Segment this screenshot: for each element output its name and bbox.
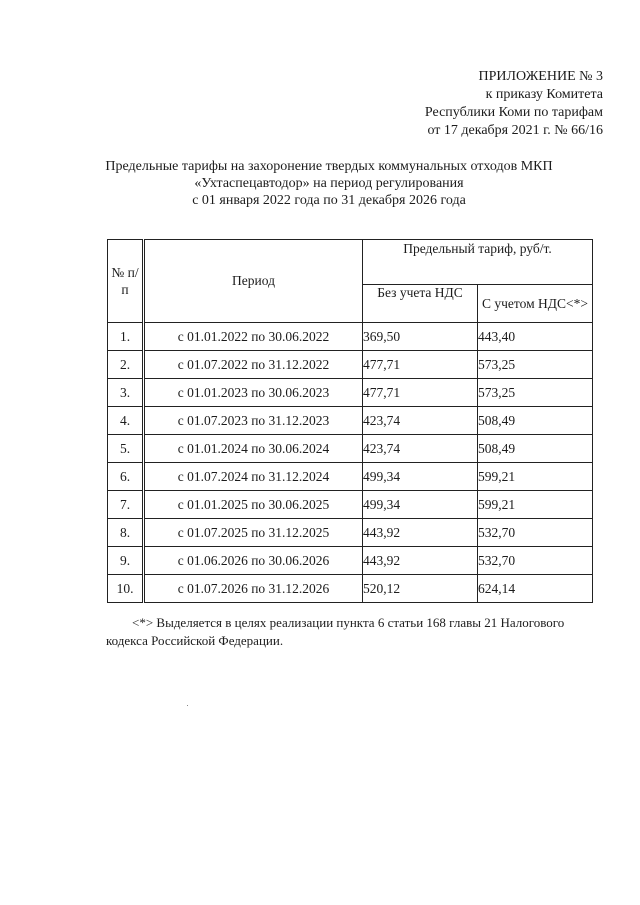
table-row: [108, 379, 593, 407]
row-tariff-with-vat: 624,14: [478, 575, 593, 603]
row-period: с 01.07.2025 по 31.12.2025: [144, 519, 363, 547]
appendix-number: ПРИЛОЖЕНИЕ № 3: [478, 69, 603, 84]
row-period: с 01.07.2023 по 31.12.2023: [144, 407, 363, 435]
header-period: Период: [144, 240, 363, 323]
row-period: с 01.01.2023 по 30.06.2023: [144, 379, 363, 407]
header-tariff-group: Предельный тариф, руб/т.: [363, 240, 593, 285]
table-row: [108, 463, 593, 491]
row-tariff-no-vat: 443,92: [363, 547, 478, 575]
row-period: с 01.07.2024 по 31.12.2024: [144, 463, 363, 491]
document-title: [90, 158, 568, 209]
title-line-3: с 01 января 2022 года по 31 декабря 2026 года: [192, 193, 466, 208]
row-period: с 01.01.2022 по 30.06.2022: [144, 323, 363, 351]
row-tariff-no-vat: 520,12: [363, 575, 478, 603]
row-tariff-no-vat: 423,74: [363, 407, 478, 435]
header-with-vat: С учетом НДС<*>: [478, 285, 593, 323]
row-tariff-no-vat: 369,50: [363, 323, 478, 351]
table-row: [108, 351, 593, 379]
appendix-order-ref: к приказу Комитета: [485, 87, 603, 102]
row-period: с 01.07.2022 по 31.12.2022: [144, 351, 363, 379]
appendix-committee: Республики Коми по тарифам: [424, 105, 603, 120]
row-tariff-no-vat: 477,71: [363, 351, 478, 379]
header-num: № п/п: [108, 240, 144, 323]
row-tariff-with-vat: 532,70: [478, 547, 593, 575]
row-number: 4.: [108, 407, 144, 435]
row-number: 8.: [108, 519, 144, 547]
row-number: 7.: [108, 491, 144, 519]
row-number: 10.: [108, 575, 144, 603]
row-tariff-no-vat: 499,34: [363, 463, 478, 491]
row-tariff-no-vat: 477,71: [363, 379, 478, 407]
table-row: [108, 435, 593, 463]
scan-speck: [187, 705, 188, 706]
appendix-order-date: от 17 декабря 2021 г. № 66/16: [427, 123, 603, 138]
row-tariff-with-vat: 508,49: [478, 407, 593, 435]
title-line-2: «Ухтаспецавтодор» на период регулирования: [194, 176, 464, 191]
row-number: 5.: [108, 435, 144, 463]
row-number: 6.: [108, 463, 144, 491]
tariff-table-body: [108, 323, 593, 603]
row-tariff-no-vat: 443,92: [363, 519, 478, 547]
table-row: [108, 491, 593, 519]
row-tariff-with-vat: 573,25: [478, 351, 593, 379]
tariff-table: [107, 239, 593, 603]
row-tariff-with-vat: 508,49: [478, 435, 593, 463]
row-tariff-no-vat: 499,34: [363, 491, 478, 519]
table-row: [108, 519, 593, 547]
row-number: 1.: [108, 323, 144, 351]
table-row: [108, 323, 593, 351]
appendix-header: [425, 68, 603, 140]
table-row: [108, 575, 593, 603]
row-tariff-no-vat: 423,74: [363, 435, 478, 463]
row-period: с 01.01.2025 по 30.06.2025: [144, 491, 363, 519]
title-line-1: Предельные тарифы на захоронение твердых коммунальных отходов МКП: [105, 159, 553, 174]
row-tariff-with-vat: 443,40: [478, 323, 593, 351]
header-no-vat: Без учета НДС: [363, 285, 478, 323]
row-period: с 01.07.2026 по 31.12.2026: [144, 575, 363, 603]
row-number: 9.: [108, 547, 144, 575]
row-period: с 01.06.2026 по 30.06.2026: [144, 547, 363, 575]
table-row: [108, 547, 593, 575]
row-tariff-with-vat: 599,21: [478, 463, 593, 491]
table-row: [108, 407, 593, 435]
row-tariff-with-vat: 599,21: [478, 491, 593, 519]
row-period: с 01.01.2024 по 30.06.2024: [144, 435, 363, 463]
row-tariff-with-vat: 573,25: [478, 379, 593, 407]
row-number: 2.: [108, 351, 144, 379]
footnote: <*> Выделяется в целях реализации пункта 6 статьи 168 главы 21 Налогового кодекса Российской Федерации.: [106, 615, 565, 648]
row-number: 3.: [108, 379, 144, 407]
row-tariff-with-vat: 532,70: [478, 519, 593, 547]
